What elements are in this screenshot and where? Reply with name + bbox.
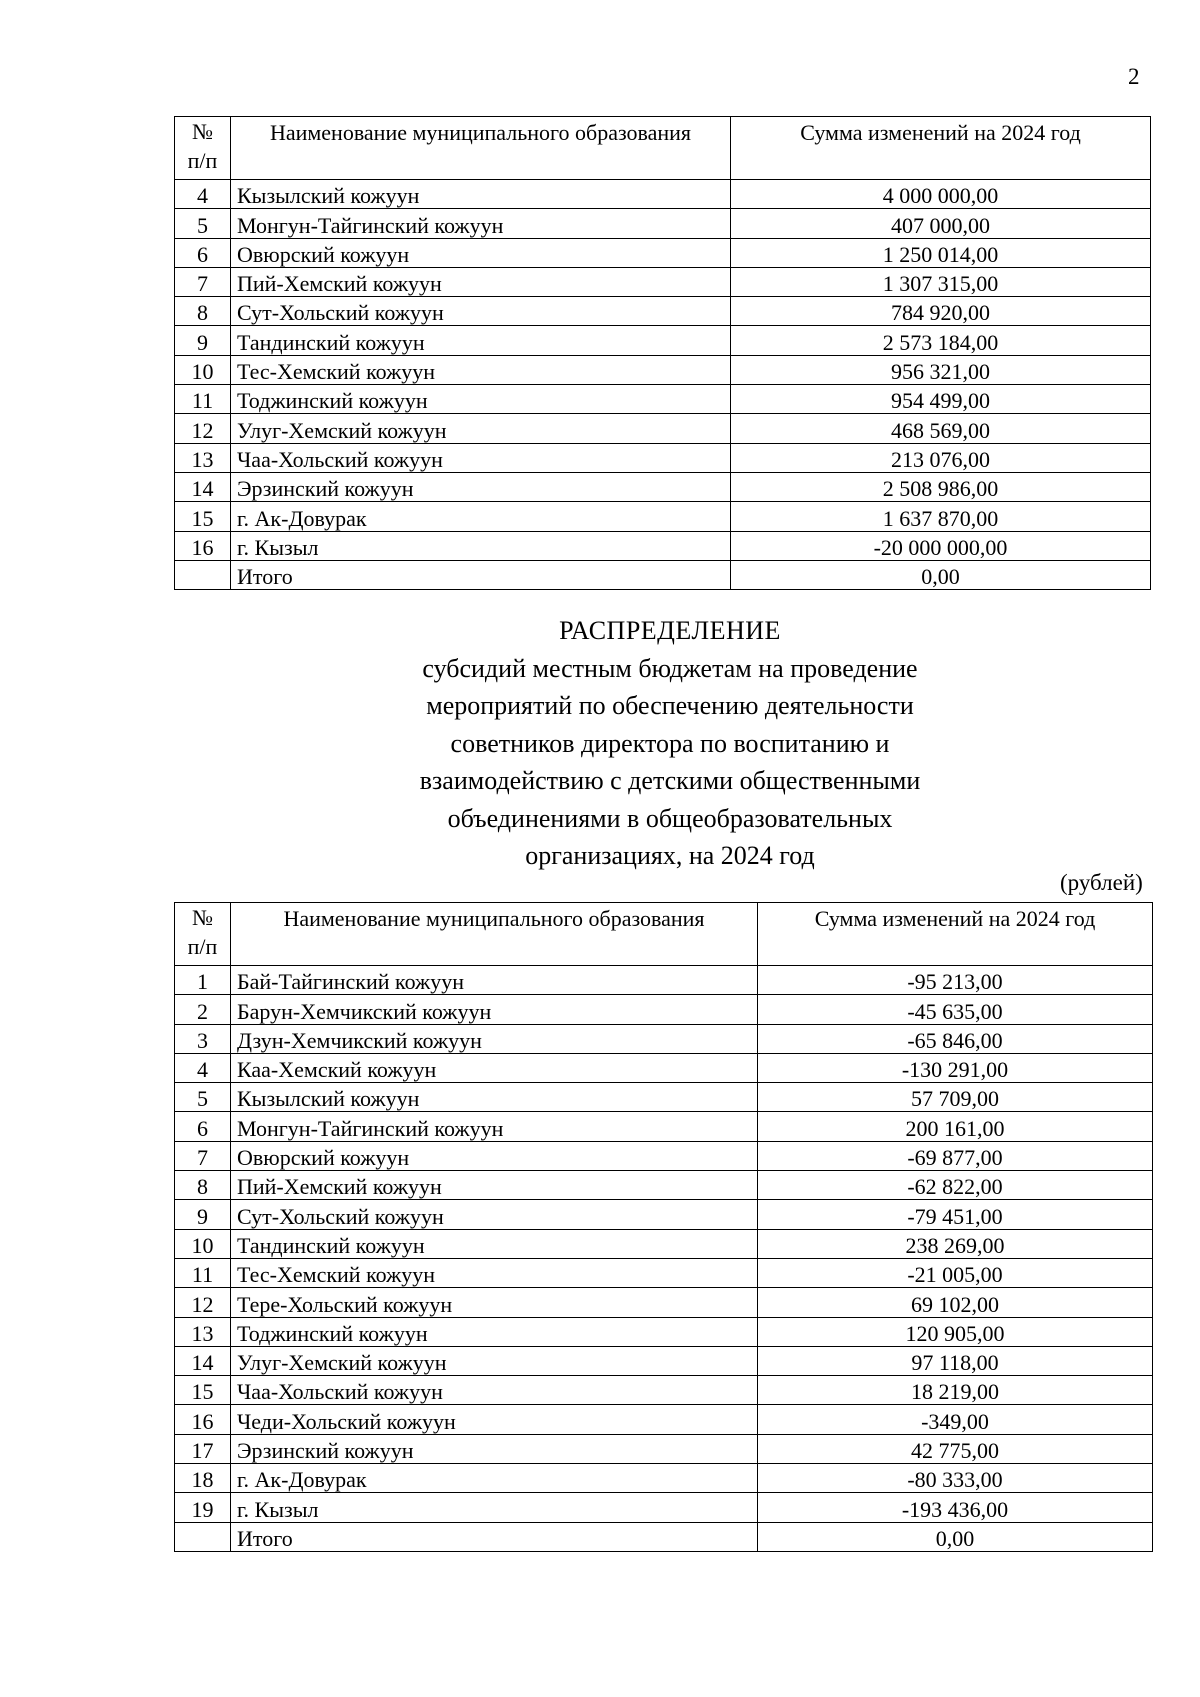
municipality-name: Пий-Хемский кожуун xyxy=(231,267,731,296)
municipality-name: Тандинский кожуун xyxy=(231,326,731,355)
table-row xyxy=(175,1141,1153,1170)
row-number: 11 xyxy=(175,385,231,414)
row-number: 13 xyxy=(175,443,231,472)
change-amount: 200 161,00 xyxy=(758,1112,1153,1141)
row-number xyxy=(175,560,231,589)
row-number: 12 xyxy=(175,1288,231,1317)
table-row xyxy=(175,385,1151,414)
table-row xyxy=(175,560,1151,589)
header-num xyxy=(175,117,231,180)
municipality-name: Дзун-Хемчикский кожуун xyxy=(231,1024,758,1053)
row-number: 13 xyxy=(175,1317,231,1346)
change-amount: -65 846,00 xyxy=(758,1024,1153,1053)
table-row xyxy=(175,1493,1153,1522)
table-row xyxy=(175,1083,1153,1112)
table-row xyxy=(175,238,1151,267)
table-row xyxy=(175,1024,1153,1053)
municipality-name: Каа-Хемский кожуун xyxy=(231,1053,758,1082)
municipality-name: Тандинский кожуун xyxy=(231,1229,758,1258)
municipality-name: Кызылский кожуун xyxy=(231,1083,758,1112)
municipality-name: Итого xyxy=(231,560,731,589)
change-amount: 956 321,00 xyxy=(731,355,1151,384)
change-amount: 0,00 xyxy=(731,560,1151,589)
table-row xyxy=(175,502,1151,531)
table-row xyxy=(175,267,1151,296)
municipality-name: Чаа-Хольский кожуун xyxy=(231,1376,758,1405)
header-num-line1: № xyxy=(192,905,213,930)
municipality-name: Итого xyxy=(231,1522,758,1551)
table-row xyxy=(175,1053,1153,1082)
change-amount: 42 775,00 xyxy=(758,1434,1153,1463)
change-amount: 57 709,00 xyxy=(758,1083,1153,1112)
table-row xyxy=(175,1288,1153,1317)
table-row xyxy=(175,1229,1153,1258)
change-amount: 69 102,00 xyxy=(758,1288,1153,1317)
table-row xyxy=(175,209,1151,238)
table-row xyxy=(175,1258,1153,1287)
row-number: 15 xyxy=(175,502,231,531)
heading-line: объединениями в общеобразовательных xyxy=(447,803,893,833)
units-label: (рублей) xyxy=(1060,870,1143,895)
subsidy-changes-table-1 xyxy=(174,116,1151,590)
change-amount: 407 000,00 xyxy=(731,209,1151,238)
row-number: 6 xyxy=(175,238,231,267)
change-amount: -69 877,00 xyxy=(758,1141,1153,1170)
municipality-name: Эрзинский кожуун xyxy=(231,1434,758,1463)
change-amount: -349,00 xyxy=(758,1405,1153,1434)
table-row xyxy=(175,443,1151,472)
row-number: 12 xyxy=(175,414,231,443)
change-amount: -45 635,00 xyxy=(758,995,1153,1024)
table-row xyxy=(175,472,1151,501)
table-row xyxy=(175,326,1151,355)
row-number: 16 xyxy=(175,1405,231,1434)
table-body xyxy=(175,180,1151,590)
change-amount: 1 637 870,00 xyxy=(731,502,1151,531)
section-heading xyxy=(300,612,1040,875)
header-sum: Сумма изменений на 2024 год xyxy=(731,117,1151,180)
header-name: Наименование муниципального образования xyxy=(231,117,731,180)
municipality-name: Улуг-Хемский кожуун xyxy=(231,1346,758,1375)
row-number: 14 xyxy=(175,1346,231,1375)
municipality-name: Тес-Хемский кожуун xyxy=(231,355,731,384)
row-number: 5 xyxy=(175,1083,231,1112)
row-number: 14 xyxy=(175,472,231,501)
table-row xyxy=(175,297,1151,326)
heading-line: советников директора по воспитанию и xyxy=(450,728,890,758)
municipality-name: Сут-Хольский кожуун xyxy=(231,297,731,326)
row-number: 7 xyxy=(175,267,231,296)
change-amount: -130 291,00 xyxy=(758,1053,1153,1082)
row-number: 17 xyxy=(175,1434,231,1463)
municipality-name: Улуг-Хемский кожуун xyxy=(231,414,731,443)
municipality-name: Эрзинский кожуун xyxy=(231,472,731,501)
change-amount: 0,00 xyxy=(758,1522,1153,1551)
change-amount: 18 219,00 xyxy=(758,1376,1153,1405)
row-number: 10 xyxy=(175,355,231,384)
municipality-name: г. Кызыл xyxy=(231,1493,758,1522)
change-amount: 2 573 184,00 xyxy=(731,326,1151,355)
row-number: 2 xyxy=(175,995,231,1024)
municipality-name: Овюрский кожуун xyxy=(231,238,731,267)
change-amount: -21 005,00 xyxy=(758,1258,1153,1287)
row-number: 8 xyxy=(175,1171,231,1200)
table-row xyxy=(175,966,1153,995)
heading-title: РАСПРЕДЕЛЕНИЕ xyxy=(559,616,781,645)
heading-line: организациях, на 2024 год xyxy=(525,841,815,870)
header-num xyxy=(175,903,231,966)
change-amount: 238 269,00 xyxy=(758,1229,1153,1258)
header-num-line1: № xyxy=(192,119,213,144)
change-amount: -20 000 000,00 xyxy=(731,531,1151,560)
municipality-name: Монгун-Тайгинский кожуун xyxy=(231,1112,758,1141)
subsidy-changes-table-2 xyxy=(174,902,1153,1552)
change-amount: 213 076,00 xyxy=(731,443,1151,472)
table-row xyxy=(175,1317,1153,1346)
change-amount: 2 508 986,00 xyxy=(731,472,1151,501)
table-row xyxy=(175,180,1151,209)
row-number: 9 xyxy=(175,326,231,355)
table-row xyxy=(175,1405,1153,1434)
change-amount: -62 822,00 xyxy=(758,1171,1153,1200)
municipality-name: г. Кызыл xyxy=(231,531,731,560)
change-amount: 1 250 014,00 xyxy=(731,238,1151,267)
municipality-name: Бай-Тайгинский кожуун xyxy=(231,966,758,995)
row-number: 8 xyxy=(175,297,231,326)
change-amount: 120 905,00 xyxy=(758,1317,1153,1346)
row-number: 3 xyxy=(175,1024,231,1053)
table-row xyxy=(175,995,1153,1024)
municipality-name: Тес-Хемский кожуун xyxy=(231,1258,758,1287)
row-number: 1 xyxy=(175,966,231,995)
row-number: 16 xyxy=(175,531,231,560)
row-number: 9 xyxy=(175,1200,231,1229)
municipality-name: Барун-Хемчикский кожуун xyxy=(231,995,758,1024)
header-num-line2: п/п xyxy=(187,148,218,173)
table-header-row xyxy=(175,117,1151,180)
change-amount: -80 333,00 xyxy=(758,1464,1153,1493)
change-amount: 468 569,00 xyxy=(731,414,1151,443)
row-number: 4 xyxy=(175,1053,231,1082)
municipality-name: Пий-Хемский кожуун xyxy=(231,1171,758,1200)
municipality-name: Кызылский кожуун xyxy=(231,180,731,209)
municipality-name: Монгун-Тайгинский кожуун xyxy=(231,209,731,238)
table-row xyxy=(175,1200,1153,1229)
change-amount: 97 118,00 xyxy=(758,1346,1153,1375)
heading-line: взаимодействию с детскими общественными xyxy=(419,766,921,795)
row-number: 18 xyxy=(175,1464,231,1493)
page-number: 2 xyxy=(1128,64,1140,89)
municipality-name: г. Ак-Довурак xyxy=(231,1464,758,1493)
heading-line: субсидий местным бюджетам на проведение xyxy=(422,653,918,683)
change-amount: 1 307 315,00 xyxy=(731,267,1151,296)
row-number: 7 xyxy=(175,1141,231,1170)
municipality-name: Тере-Хольский кожуун xyxy=(231,1288,758,1317)
change-amount: 954 499,00 xyxy=(731,385,1151,414)
row-number xyxy=(175,1522,231,1551)
municipality-name: Чаа-Хольский кожуун xyxy=(231,443,731,472)
row-number: 4 xyxy=(175,180,231,209)
table-row xyxy=(175,1112,1153,1141)
municipality-name: Сут-Хольский кожуун xyxy=(231,1200,758,1229)
table-row xyxy=(175,1346,1153,1375)
row-number: 10 xyxy=(175,1229,231,1258)
table-row xyxy=(175,1464,1153,1493)
change-amount: -95 213,00 xyxy=(758,966,1153,995)
change-amount: 784 920,00 xyxy=(731,297,1151,326)
table-row xyxy=(175,355,1151,384)
table-row xyxy=(175,1171,1153,1200)
municipality-name: Тоджинский кожуун xyxy=(231,385,731,414)
header-sum: Сумма изменений на 2024 год xyxy=(758,903,1153,966)
municipality-name: Тоджинский кожуун xyxy=(231,1317,758,1346)
table-row xyxy=(175,1376,1153,1405)
row-number: 11 xyxy=(175,1258,231,1287)
header-num-line2: п/п xyxy=(187,934,218,959)
table-row xyxy=(175,531,1151,560)
header-name: Наименование муниципального образования xyxy=(231,903,758,966)
table-row xyxy=(175,1434,1153,1463)
row-number: 19 xyxy=(175,1493,231,1522)
change-amount: -79 451,00 xyxy=(758,1200,1153,1229)
row-number: 6 xyxy=(175,1112,231,1141)
municipality-name: Овюрский кожуун xyxy=(231,1141,758,1170)
municipality-name: г. Ак-Довурак xyxy=(231,502,731,531)
heading-line: мероприятий по обеспечению деятельности xyxy=(426,691,914,720)
row-number: 15 xyxy=(175,1376,231,1405)
table-body xyxy=(175,966,1153,1552)
table-row xyxy=(175,414,1151,443)
municipality-name: Чеди-Хольский кожуун xyxy=(231,1405,758,1434)
table-header-row xyxy=(175,903,1153,966)
row-number: 5 xyxy=(175,209,231,238)
change-amount: -193 436,00 xyxy=(758,1493,1153,1522)
table-row xyxy=(175,1522,1153,1551)
change-amount: 4 000 000,00 xyxy=(731,180,1151,209)
